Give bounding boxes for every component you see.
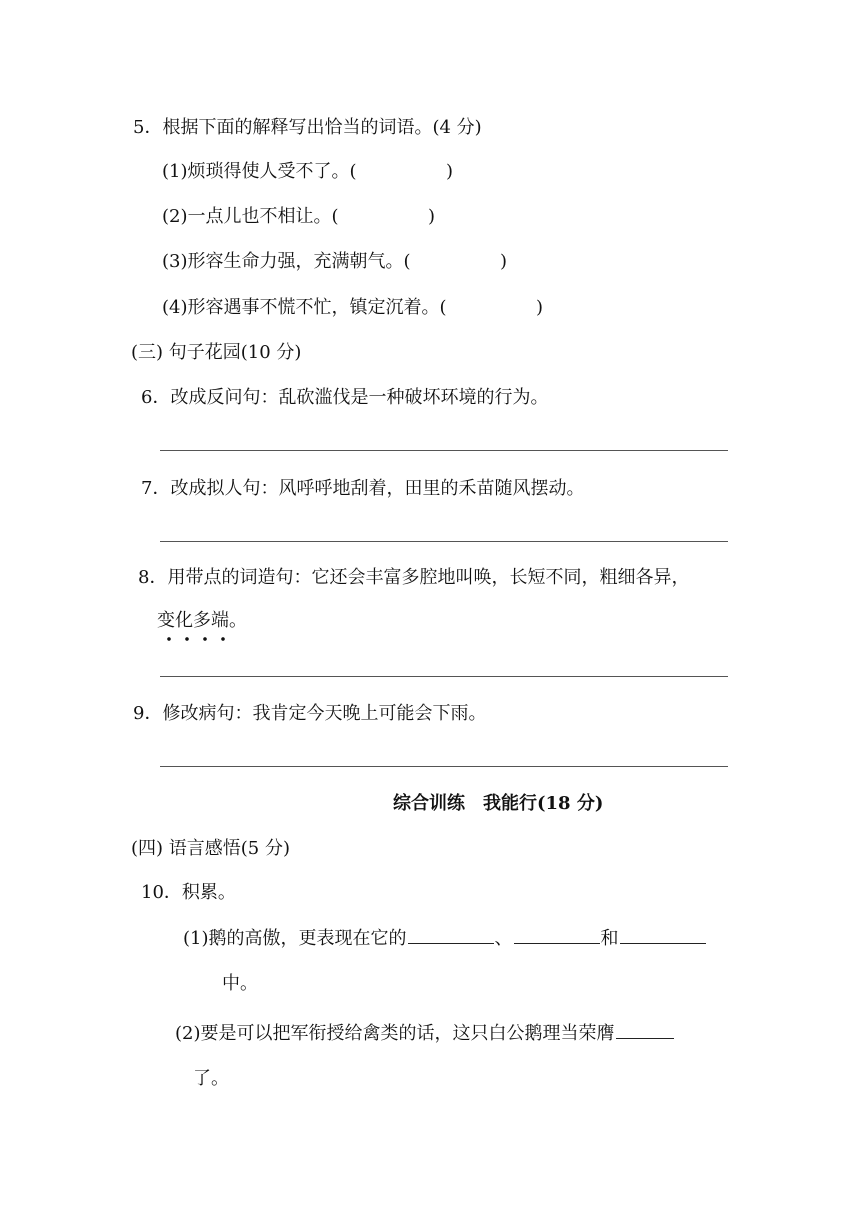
q10-blank-3[interactable] (620, 927, 706, 944)
q10-item-2 (175, 1022, 675, 1046)
q5-item-3-text: (3)形容生命力强，充满朝气。( (162, 251, 411, 272)
q7-text: 7．改成拟人句：风呼呼地刮着，田里的禾苗随风摆动。 (141, 478, 585, 499)
part-title: 综合训练 我能行(18 分) (393, 793, 604, 814)
q10-item-1-text: (1)鹅的高傲，更表现在它的 (183, 928, 407, 949)
q5-item-4-text: (4)形容遇事不慌不忙，镇定沉着。( (162, 297, 447, 318)
q5-item-3 (162, 250, 507, 274)
q10-item-1 (183, 927, 707, 951)
q5-item-2 (162, 205, 435, 229)
q8-answer-line[interactable] (160, 676, 728, 677)
q10-blank-1[interactable] (408, 927, 494, 944)
q6-text: 6．改成反问句：乱砍滥伐是一种破坏环境的行为。 (141, 387, 549, 408)
q8-continuation (157, 609, 247, 633)
q5-item-1 (162, 160, 453, 184)
q10-item-1-sep1: 、 (494, 928, 513, 949)
q9-text: 9．修改病句：我肯定今天晚上可能会下雨。 (133, 703, 487, 724)
q5-title: 5．根据下面的解释写出恰当的词语。(4 分) (133, 117, 482, 138)
q6-answer-line[interactable] (160, 450, 728, 451)
q5-item-1-close: ) (446, 161, 454, 182)
q10-item-2-text: (2)要是可以把军衔授给禽类的话，这只白公鹅理当荣膺 (175, 1023, 615, 1044)
q10-title: 10．积累。 (141, 882, 236, 903)
q8-dotted-word: 变化多端 (157, 610, 229, 631)
q10-blank-2[interactable] (514, 927, 600, 944)
q5-item-1-text: (1)烦琐得使人受不了。( (162, 161, 357, 182)
q8-text: 8．用带点的词造句：它还会丰富多腔地叫唤，长短不同，粗细各异， (138, 567, 690, 588)
q5-item-4 (162, 296, 543, 320)
section4-heading: (四) 语言感悟(5 分) (131, 838, 290, 859)
q5-item-2-text: (2)一点儿也不相让。( (162, 206, 339, 227)
q9-answer-line[interactable] (160, 766, 728, 767)
q5-item-4-close: ) (536, 297, 544, 318)
section3-heading: (三) 句子花园(10 分) (131, 342, 302, 363)
q8-end: 。 (229, 610, 247, 631)
q7-answer-line[interactable] (160, 541, 728, 542)
q5-item-2-close: ) (428, 206, 436, 227)
q10-blank-4[interactable] (616, 1022, 674, 1039)
q5-item-3-close: ) (500, 251, 508, 272)
q10-item-2-end: 了。 (193, 1068, 229, 1089)
q10-item-1-end: 中。 (222, 973, 258, 994)
q10-item-1-sep2: 和 (600, 928, 619, 949)
